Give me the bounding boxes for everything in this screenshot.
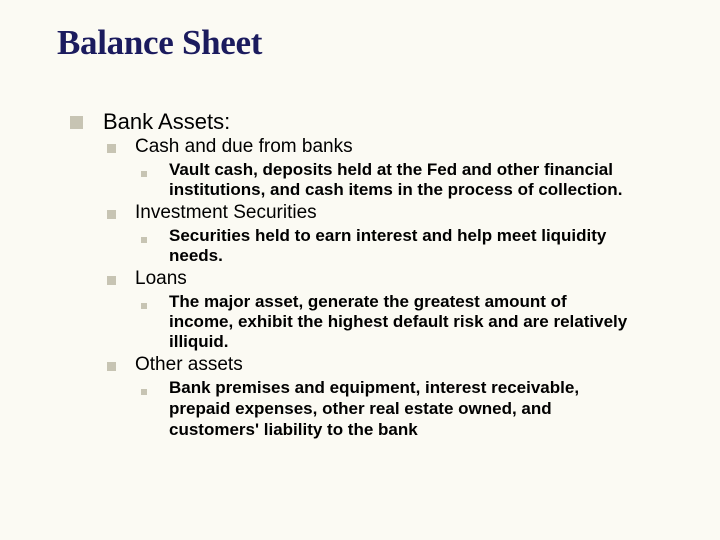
bullet-level3 — [141, 237, 147, 243]
item-label-loans: Loans — [135, 268, 187, 289]
bullet-level2 — [107, 144, 116, 153]
item-detail-line: Vault cash, deposits held at the Fed and other financial — [169, 160, 613, 179]
bullet-level3 — [141, 171, 147, 177]
item-detail-line: Securities held to earn interest and help meet liquidity — [169, 226, 607, 245]
item-detail-line: Bank premises and equipment, interest receivable, — [169, 378, 580, 397]
item-detail-line: The major asset, generate the greatest amount of — [169, 292, 567, 311]
item-detail-line: needs. — [169, 246, 223, 265]
slide-title: Balance Sheet — [57, 23, 263, 62]
item-detail-line: prepaid expenses, other real estate owned, and — [169, 399, 552, 418]
item-detail-line: customers' liability to the bank — [169, 420, 418, 439]
item-detail-line: illiquid. — [169, 332, 229, 351]
item-label-investment-securities: Investment Securities — [135, 202, 317, 223]
bullet-level2 — [107, 210, 116, 219]
bullet-level2 — [107, 276, 116, 285]
item-label-other-assets: Other assets — [135, 354, 243, 375]
bullet-level1 — [70, 116, 83, 129]
bullet-level2 — [107, 362, 116, 371]
item-label-cash: Cash and due from banks — [135, 136, 353, 157]
section-heading: Bank Assets: — [103, 109, 231, 134]
item-detail-line: income, exhibit the highest default risk and are relatively — [169, 312, 628, 331]
item-detail-line: institutions, and cash items in the process of collection. — [169, 180, 623, 199]
bullet-level3 — [141, 303, 147, 309]
bullet-level3 — [141, 389, 147, 395]
